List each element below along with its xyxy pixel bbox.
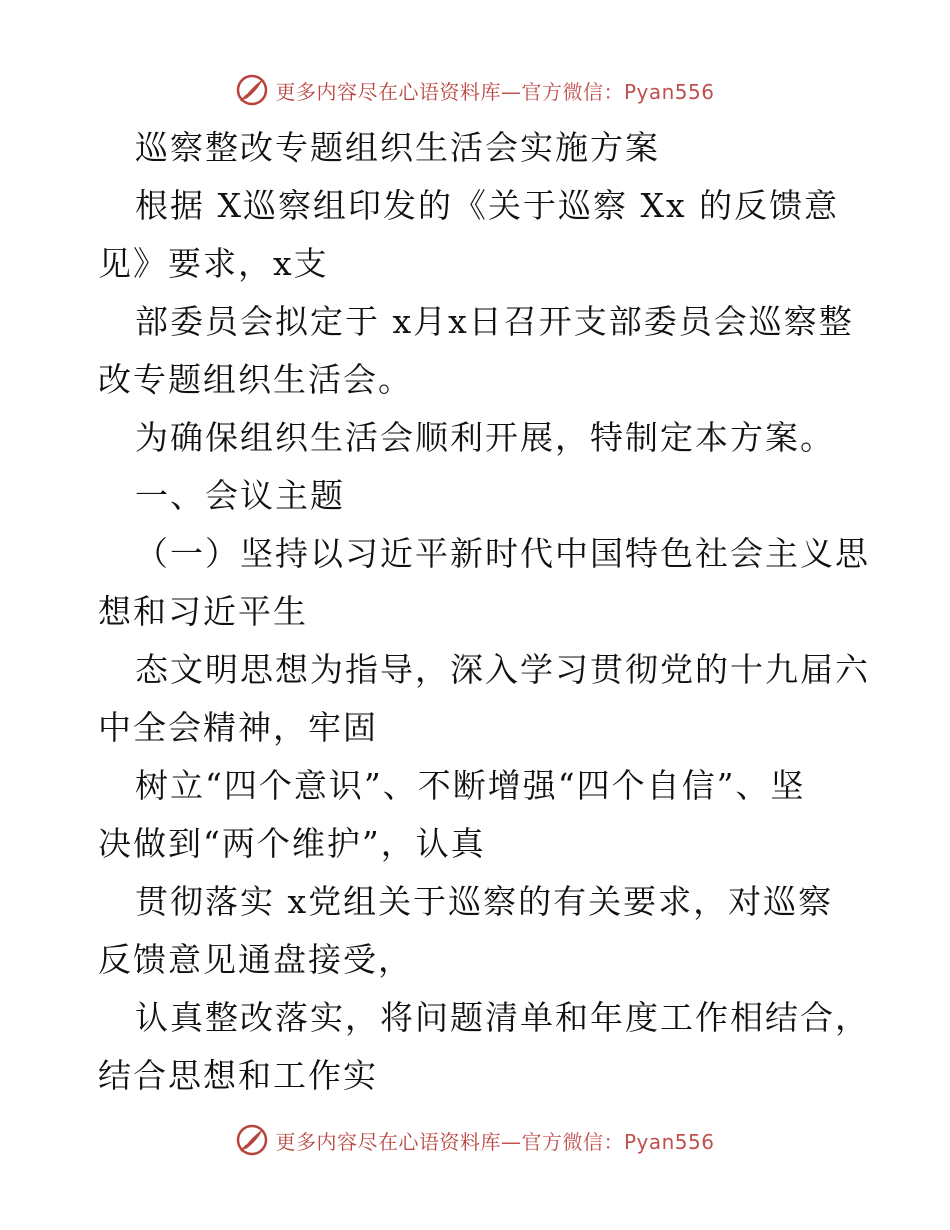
document-line: 认真整改落实，将问题清单和年度工作相结合，: [135, 998, 870, 1037]
header-banner-wechat: —官方微信：Pyan556: [500, 79, 715, 104]
section-heading: 一、会议主题: [135, 476, 345, 515]
document-line: 部委员会拟定于 x月x日召开支部委员会巡察整: [135, 302, 854, 341]
footer-banner-text: [275, 1126, 714, 1155]
feather-pen-logo-icon: [235, 1123, 269, 1157]
document-line: 改专题组织生活会。: [98, 360, 413, 399]
document-line: 想和习近平生: [98, 592, 308, 631]
document-line: 根据 X巡察组印发的《关于巡察 Xx 的反馈意: [135, 186, 840, 225]
document-line: 反馈意见通盘接受，: [98, 940, 413, 979]
document-line: 为确保组织生活会顺利开展，特制定本方案。: [135, 418, 835, 457]
document-line: 态文明思想为指导，深入学习贯彻党的十九届六: [135, 650, 870, 689]
footer-banner-main: 更多内容尽在心语资料库: [275, 1129, 501, 1154]
header-banner-main: 更多内容尽在心语资料库: [275, 79, 501, 104]
document-line: 见》要求，x支: [98, 244, 329, 283]
document-line: 贯彻落实 x党组关于巡察的有关要求，对巡察: [135, 882, 834, 921]
document-line: （一）坚持以习近平新时代中国特色社会主义思: [135, 534, 870, 573]
document-line: 中全会精神，牢固: [98, 708, 378, 747]
document-line: 结合思想和工作实: [98, 1056, 378, 1095]
document-title: 巡察整改专题组织生活会实施方案: [135, 128, 660, 167]
footer-banner-wechat: —官方微信：Pyan556: [500, 1129, 715, 1154]
document-line: 决做到“两个维护”，认真: [98, 824, 486, 863]
footer-banner: [0, 1120, 950, 1160]
document-line: 树立“四个意识”、不断增强“四个自信”、坚: [135, 766, 806, 805]
